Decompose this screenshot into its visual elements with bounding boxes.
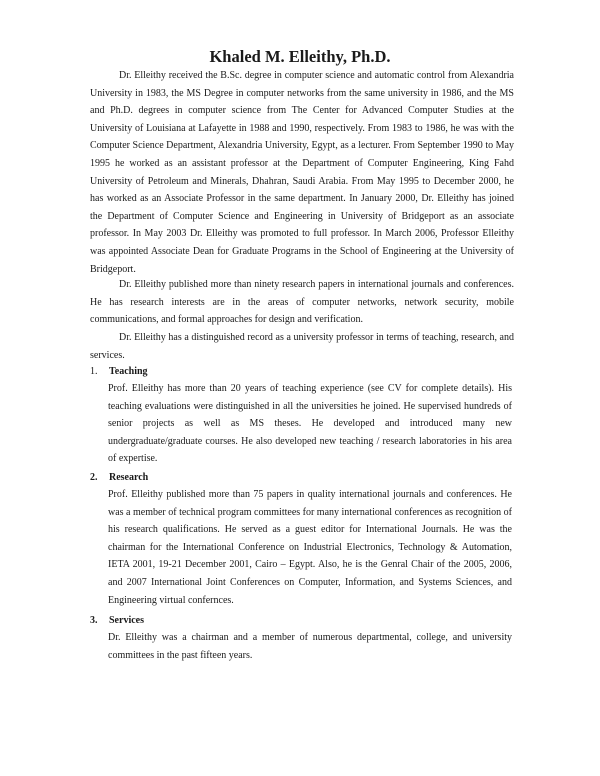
- bio-paragraph-record: Dr. Elleithy has a distinguished record as a university professor in terms of teaching, research, and services.: [90, 332, 514, 361]
- section-heading-services: [90, 614, 290, 628]
- section-title: Services: [109, 615, 144, 626]
- section-title: Research: [109, 472, 149, 483]
- section-number: 3.: [90, 615, 98, 626]
- section-number: 1.: [90, 366, 98, 377]
- section-number: 2.: [90, 472, 98, 483]
- section-heading-teaching: [90, 365, 290, 379]
- section-body-services: Dr. Elleithy was a chairman and a member of numerous departmental, college, and university committees in the past fifteen years.: [108, 632, 512, 661]
- section-heading-research: [90, 471, 290, 485]
- page-title: Khaled M. Elleithy, Ph.D.: [209, 47, 391, 66]
- section-body-research: Prof. Elleithy published more than 75 papers in quality international journals and conferences. He was a member of technical program committees for many international conferences as recognition of his research qualifications. He served as a guest editor for International Journals. He was the chairman for the International Conference on Industrial Electronics, Technology & Automation, IETA 2001, 19-21 December 2001, Cairo – Egypt. Also, he is the Genral Chair of the 2005, 2006, and 2007 International Joint Conferences on Computer, Information, and Systems Sciences, and Engineering virtual confernces.: [108, 489, 513, 606]
- bio-paragraph-education: Dr. Elleithy received the B.Sc. degree in computer science and automatic control from Alexandria University in 1983, the MS Degree in computer networks from the same university in 1986, and the MS and Ph.D. degrees in computer science from The Center for Advanced Computer Studies at the University of Louisiana at Lafayette in 1988 and 1990, respectively. From 1983 to 1986, he was with the Computer Science Department, Alexandria University, Egypt, as a lecturer. From September 1990 to May 1995 he worked as an assistant professor at the Department of Computer Engineering, King Fahd University of Petroleum and Minerals, Dhahran, Saudi Arabia. From May 1995 to December 2000, he has worked as an Associate Professor in the same department. In January 2000, Dr. Elleithy has joined the Department of Computer Science and Engineering in University of Bridgeport as an associate professor. In May 2003 Dr. Elleithy was promoted to full professor. In March 2006, Professor Elleithy was appointed Associate Dean for Graduate Programs in the School of Engineering at the University of Bridgeport.: [90, 70, 514, 275]
- section-title: Teaching: [109, 366, 148, 377]
- section-body-teaching: Prof. Elleithy has more than 20 years of teaching experience (see CV for complete details). His teaching evaluations were distinguished in all the universities he joined. He supervised hundreds of senior projects as well as MS theses. He developed and introduced many new undergraduate/graduate courses. He also developed new teaching / research laboratories in his area of expertise.: [108, 383, 512, 465]
- bio-paragraph-research: Dr. Elleithy published more than ninety research papers in international journals and conferences. He has research interests are in the areas of computer networks, network security, mobile communications, and formal approaches for design and verification.: [90, 279, 514, 326]
